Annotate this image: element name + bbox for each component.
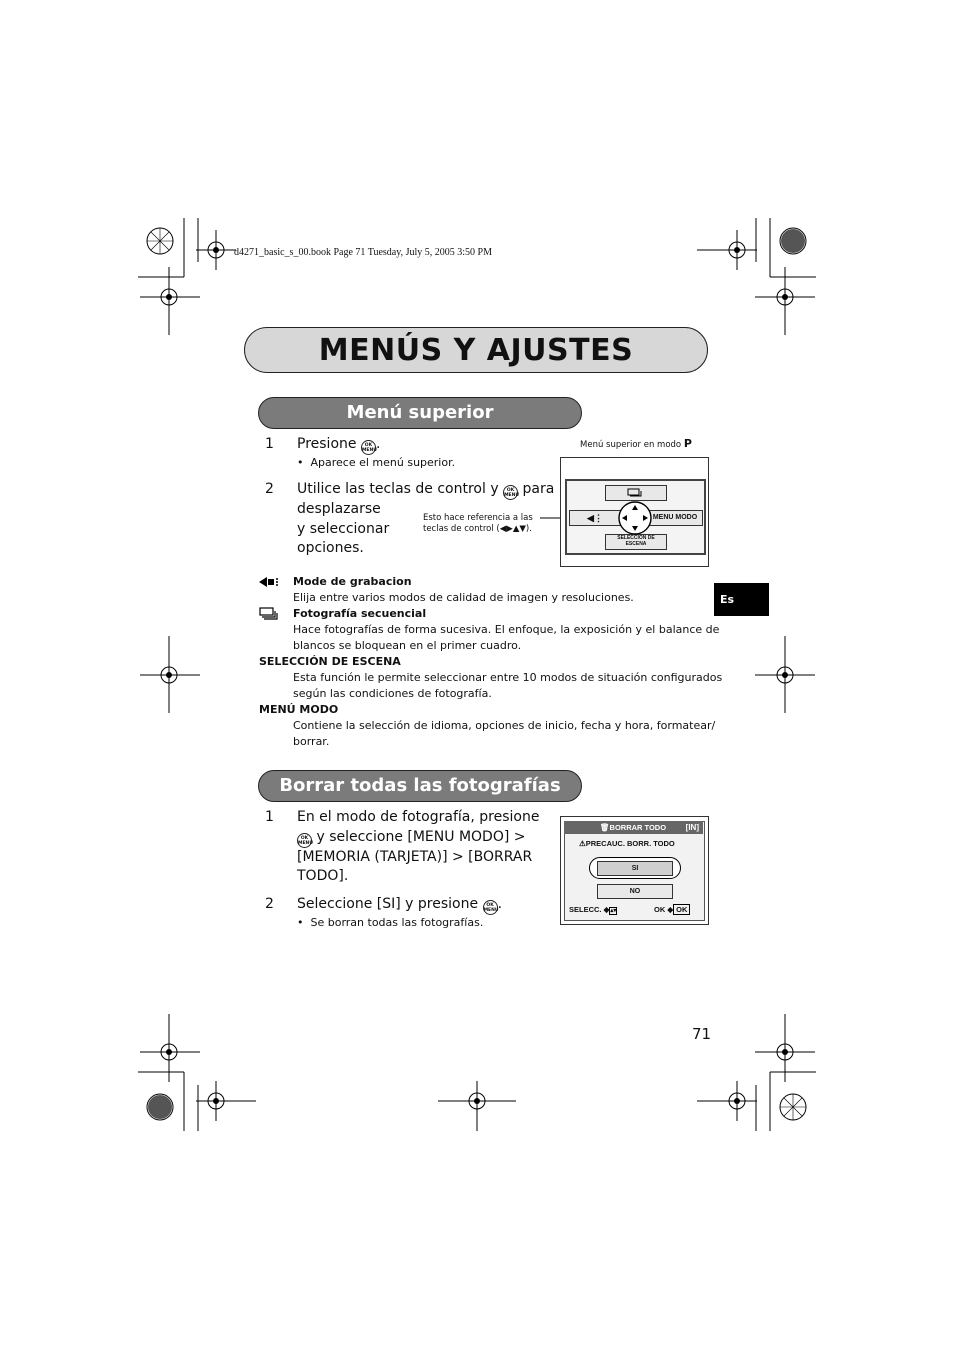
control-keys-callout: Esto hace referencia a las teclas de control (◀▶▲▼). [423,513,533,534]
definition-term: Fotografía secuencial [293,607,427,620]
definition-desc: según las condiciones de fotografía. [293,687,492,700]
lcd-title-bar: 🗑BORRAR TODO [IN] [564,821,703,834]
record-mode-icon: ◀⋮ [587,513,603,523]
page-number: 71 [692,1025,712,1043]
section-heading-menu-superior: Menú superior [258,397,582,429]
step-2-bullet: • Se borran todas las fotografías. [297,916,484,929]
definition-desc: borrar. [293,735,330,748]
arrow-icon: ◆ [667,905,674,914]
step-1-text [297,435,380,455]
record-mode-option [569,510,621,526]
page-title-box [244,327,708,373]
record-mode-icon [259,576,281,588]
lcd-ok-hint: OK ◆ OK [654,905,690,914]
step-2-text: Utilice las teclas de control y OK MENU para desplazarse y seleccionar opciones. [297,481,555,556]
lcd-select-hint: SELECC. ◆▴▾ [569,905,617,914]
step-1-text-b: . [375,436,381,452]
ok-menu-button-icon: OK MENU [483,900,498,915]
sequential-shooting-icon [626,487,646,499]
delete-all-screen [560,816,709,925]
definition-desc: Contiene la selección de idioma, opciones de inicio, fecha y hora, formatear/ [293,719,716,732]
top-menu-screen [560,457,709,567]
step-number: 2 [265,481,274,497]
step-1-bullet: • Aparece el menú superior. [297,456,456,469]
definition-term: Mode de grabacion [293,575,412,588]
step-number: 1 [265,809,274,825]
file-header: d4271_basic_s_00.book Page 71 Tuesday, July 5, 2005 3:50 PM [234,247,492,258]
internal-memory-badge: [IN] [685,823,699,832]
screen-caption: Menú superior en modo P [580,437,692,450]
ok-menu-button-icon: OK MENU [503,485,518,500]
arrow-keys-icon: ◀▶▲▼ [499,524,526,534]
page-title: MENÚS Y AJUSTES [318,333,634,368]
section-heading-borrar-todas: Borrar todas las fotografías [258,770,582,802]
scene-select-option: SELECCION DE ESCENA [605,534,667,550]
definition-desc: Hace fotografías de forma sucesiva. El enfoque, la exposición y el balance de [293,623,720,636]
definition-term: MENÚ MODO [259,703,339,716]
step-2-text: Seleccione [SI] y presione OK MENU. [297,896,503,913]
sequential-shooting-icon [259,607,279,621]
ok-menu-button-icon: OK MENU [297,833,312,848]
step-number: 2 [265,896,274,912]
menu-mode-option: MENU MODO [647,510,703,526]
sequential-photo-option [605,485,667,501]
definition-term: SELECCIÓN DE ESCENA [259,655,401,668]
control-pad-icon [617,500,653,536]
step-1-text-a: Presione [297,436,357,452]
ok-menu-button-icon: OK MENU [361,440,376,455]
arrow-icon: ◆ [603,905,610,914]
no-option: NO [597,884,673,899]
up-down-icon: ▴▾ [610,908,617,914]
warning-icon: ⚠ [579,839,586,848]
yes-option: SI [597,861,673,876]
step-number: 1 [265,436,274,452]
step-1-text: En el modo de fotografía, presione OK MENU y seleccione [MENU MODO] > [MEMORIA (TARJETA)] > [BORRAR TODO]. [297,809,540,884]
trash-icon: 🗑 [600,823,610,832]
language-tab: Es [714,583,769,616]
definition-desc: blancos se bloquean en el primer cuadro. [293,639,522,652]
lcd-warning: ⚠PRECAUC. BORR. TODO [579,839,675,848]
definition-desc: Esta función le permite seleccionar entre 10 modos de situación configurados [293,671,723,684]
definition-desc: Elija entre varios modos de calidad de imagen y resoluciones. [293,591,634,604]
